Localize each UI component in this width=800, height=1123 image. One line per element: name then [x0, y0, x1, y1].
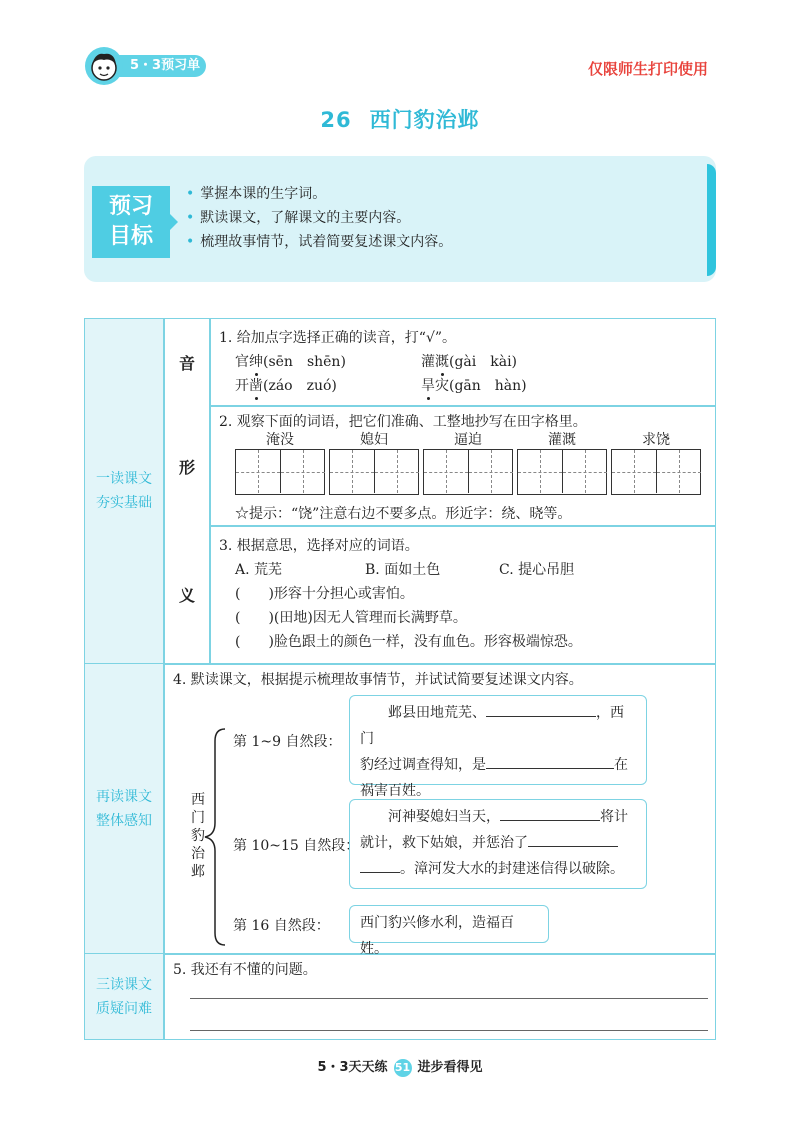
goals-edge: [707, 164, 716, 276]
page-number: 51: [394, 1059, 412, 1077]
category-shape: 形: [178, 458, 195, 477]
category-meaning: 义: [178, 586, 195, 605]
goal-item: • 默读课文，了解课文的主要内容。: [186, 210, 411, 226]
brand-label: 5・3预习单: [106, 55, 206, 77]
word-label: 求饶: [642, 432, 670, 448]
lesson-name: 西门豹治邺: [369, 108, 480, 132]
tianzige-box[interactable]: [235, 449, 325, 495]
plot-center-title: 西 门 豹 治 邺: [191, 792, 205, 880]
option-c: C. 提心吊胆: [499, 562, 575, 578]
section-2-label: 再读课文 整体感知: [85, 664, 163, 953]
meaning-item[interactable]: ( )形容十分担心或害怕。: [235, 586, 414, 602]
word-label: 灌溉: [548, 432, 576, 448]
answer-line[interactable]: [190, 998, 708, 999]
fill-blank[interactable]: [528, 832, 618, 847]
tianzige-box[interactable]: [611, 449, 701, 495]
fill-blank[interactable]: [500, 806, 600, 821]
goals-tag-line2: 目标: [108, 224, 153, 249]
brand-logo: [84, 46, 208, 86]
plot-brace-icon: [203, 727, 233, 947]
question-2: 2. 观察下面的词语，把它们准确、工整地抄写在田字格里。: [219, 414, 587, 430]
goals-tag-line1: 预习: [108, 194, 153, 219]
branch-2-bubble: 河神娶媳妇当天， 将计 就计，救下姑娘，并惩治了 。漳河发大水的封建迷信得以破除。: [349, 799, 647, 889]
pinyin-item[interactable]: 旱灾(gān hàn): [421, 375, 527, 395]
print-note: 仅限师生打印使用: [588, 60, 709, 78]
word-label: 淹没: [266, 432, 294, 448]
student-face-icon: [84, 46, 124, 86]
option-a: A. 荒芜: [235, 562, 283, 578]
lesson-number: 26: [320, 108, 352, 132]
pinyin-item[interactable]: 官绅(sēn shēn): [235, 351, 346, 371]
option-b: B. 面如土色: [365, 562, 441, 578]
pinyin-item[interactable]: 灌溉(gài kài): [421, 351, 517, 371]
meaning-item[interactable]: ( )脸色跟土的颜色一样，没有血色。形容极端惊恐。: [235, 634, 582, 650]
question-4: 4. 默读课文，根据提示梳理故事情节，并试试简要复述课文内容。: [173, 672, 583, 688]
word-label: 逼迫: [454, 432, 482, 448]
fill-blank[interactable]: [360, 858, 400, 873]
pinyin-item[interactable]: 开凿(záo zuó): [235, 375, 337, 395]
branch-2-label: 第 10~15 自然段：: [233, 838, 360, 854]
footer-left: 5・3天天练: [317, 1060, 388, 1075]
answer-line[interactable]: [190, 1030, 708, 1031]
branch-3-label: 第 16 自然段：: [233, 918, 330, 934]
goals-list: [186, 182, 452, 254]
goal-item: • 掌握本课的生字词。: [186, 186, 327, 202]
meaning-item[interactable]: ( )(田地)因无人管理而长满野草。: [235, 610, 467, 626]
fill-blank[interactable]: [486, 754, 614, 769]
goal-item: • 梳理故事情节，试着简要复述课文内容。: [186, 234, 453, 250]
page-footer: [0, 1056, 800, 1077]
category-sound: 音: [178, 354, 195, 373]
goals-tag: [92, 186, 170, 258]
fill-blank[interactable]: [486, 702, 596, 717]
exercise-table: [84, 318, 716, 1040]
question-1: 1. 给加点字选择正确的读音，打“√”。: [219, 330, 457, 346]
footer-right: 进步看得见: [417, 1060, 483, 1075]
word-label: 媳妇: [360, 432, 388, 448]
section-1-label: 一读课文 夯实基础: [85, 319, 163, 663]
tianzige-box[interactable]: [517, 449, 607, 495]
question-5: 5. 我还有不懂的问题。: [173, 962, 317, 978]
section-3-label: 三读课文 质疑问难: [85, 954, 163, 1039]
branch-1-label: 第 1~9 自然段：: [233, 734, 342, 750]
tianzige-box[interactable]: [329, 449, 419, 495]
branch-1-bubble: 邺县田地荒芜、 ，西门 豹经过调查得知，是 在 祸害百姓。: [349, 695, 647, 785]
tianzige-box[interactable]: [423, 449, 513, 495]
shape-hint: ☆提示：“饶”注意右边不要多点。形近字：绕、晓等。: [235, 506, 572, 522]
question-3: 3. 根据意思，选择对应的词语。: [219, 538, 419, 554]
preview-goals-box: [84, 156, 716, 282]
branch-3-bubble: 西门豹兴修水利，造福百姓。: [349, 905, 549, 943]
lesson-title: [0, 104, 800, 134]
